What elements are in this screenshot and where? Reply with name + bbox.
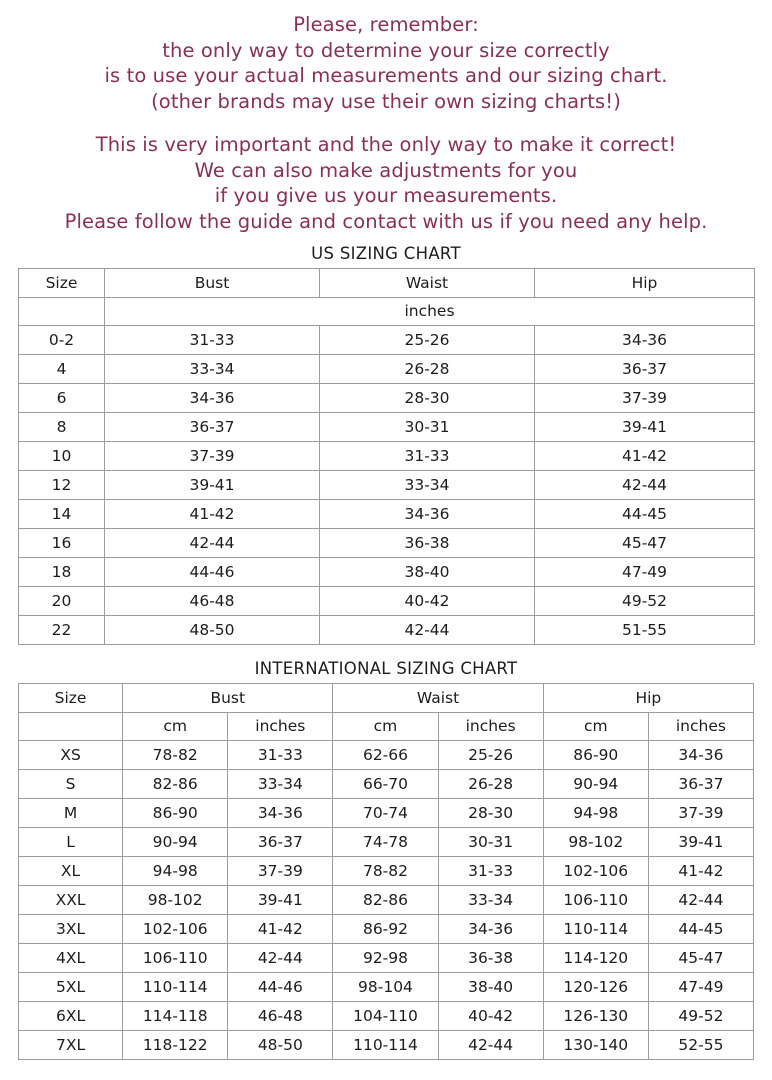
cell-hip-cm: 126-130 [543, 1002, 648, 1031]
column-header-size: Size [19, 684, 123, 713]
cell-bust-in: 39-41 [228, 886, 333, 915]
notice-block-2 [18, 132, 754, 234]
cell-waist-in: 36-38 [438, 944, 543, 973]
cell-bust: 33-34 [105, 355, 320, 384]
cell-waist-in: 28-30 [438, 799, 543, 828]
cell-waist-cm: 62-66 [333, 741, 438, 770]
table-header-row [19, 684, 754, 713]
table-row [19, 587, 755, 616]
cell-bust: 48-50 [105, 616, 320, 645]
cell-bust-in: 31-33 [228, 741, 333, 770]
cell-bust: 31-33 [105, 326, 320, 355]
cell-size: 5XL [19, 973, 123, 1002]
unit-cell-waist-in: inches [438, 713, 543, 741]
cell-size: 18 [19, 558, 105, 587]
cell-size: 8 [19, 413, 105, 442]
cell-hip-cm: 106-110 [543, 886, 648, 915]
cell-size: 14 [19, 500, 105, 529]
table-row [19, 1002, 754, 1031]
cell-bust-cm: 86-90 [123, 799, 228, 828]
cell-hip: 36-37 [535, 355, 755, 384]
cell-size: 16 [19, 529, 105, 558]
cell-waist-in: 34-36 [438, 915, 543, 944]
notice-line: is to use your actual measurements and our sizing chart. [104, 64, 668, 87]
notice-line: This is very important and the only way to make it correct! [95, 133, 677, 156]
cell-hip-in: 47-49 [648, 973, 753, 1002]
cell-bust-in: 37-39 [228, 857, 333, 886]
cell-waist-in: 42-44 [438, 1031, 543, 1060]
notice-line: (other brands may use their own sizing charts!) [151, 89, 621, 113]
unit-cell-waist-cm: cm [333, 713, 438, 741]
cell-size: 4XL [19, 944, 123, 973]
table-row [19, 944, 754, 973]
cell-size: 10 [19, 442, 105, 471]
table-row [19, 915, 754, 944]
cell-waist: 38-40 [320, 558, 535, 587]
unit-cell-size [19, 298, 105, 326]
table-row [19, 384, 755, 413]
table-row [19, 857, 754, 886]
table-row [19, 500, 755, 529]
cell-hip-cm: 90-94 [543, 770, 648, 799]
cell-hip: 37-39 [535, 384, 755, 413]
table-row [19, 770, 754, 799]
cell-bust-cm: 82-86 [123, 770, 228, 799]
cell-hip-cm: 98-102 [543, 828, 648, 857]
cell-hip: 47-49 [535, 558, 755, 587]
cell-waist: 25-26 [320, 326, 535, 355]
cell-bust-in: 36-37 [228, 828, 333, 857]
cell-waist-cm: 98-104 [333, 973, 438, 1002]
cell-bust: 39-41 [105, 471, 320, 500]
cell-hip-in: 36-37 [648, 770, 753, 799]
cell-size: XXL [19, 886, 123, 915]
cell-hip: 42-44 [535, 471, 755, 500]
cell-bust: 46-48 [105, 587, 320, 616]
cell-bust-cm: 90-94 [123, 828, 228, 857]
cell-size: 6 [19, 384, 105, 413]
cell-hip: 49-52 [535, 587, 755, 616]
cell-size: XS [19, 741, 123, 770]
cell-bust-in: 34-36 [228, 799, 333, 828]
cell-size: L [19, 828, 123, 857]
cell-waist-cm: 82-86 [333, 886, 438, 915]
table-row [19, 828, 754, 857]
column-header-size: Size [19, 269, 105, 298]
notice-line: Please follow the guide and contact with us if you need any help. [64, 209, 708, 233]
column-header-waist: Waist [320, 269, 535, 298]
cell-size: 3XL [19, 915, 123, 944]
cell-hip: 34-36 [535, 326, 755, 355]
table-header-row [19, 269, 755, 298]
cell-size: 20 [19, 587, 105, 616]
cell-hip-in: 45-47 [648, 944, 753, 973]
cell-waist-in: 26-28 [438, 770, 543, 799]
notice-line: Please, remember: [293, 13, 479, 36]
cell-bust-in: 33-34 [228, 770, 333, 799]
cell-hip: 44-45 [535, 500, 755, 529]
notice-block-1 [18, 12, 754, 114]
us-sizing-table [18, 268, 755, 645]
cell-hip-in: 34-36 [648, 741, 753, 770]
cell-waist-cm: 66-70 [333, 770, 438, 799]
cell-waist-in: 38-40 [438, 973, 543, 1002]
cell-waist-cm: 86-92 [333, 915, 438, 944]
cell-waist-in: 33-34 [438, 886, 543, 915]
cell-hip-in: 39-41 [648, 828, 753, 857]
cell-hip-in: 37-39 [648, 799, 753, 828]
cell-hip-cm: 130-140 [543, 1031, 648, 1060]
cell-waist: 28-30 [320, 384, 535, 413]
cell-waist-in: 40-42 [438, 1002, 543, 1031]
cell-bust-cm: 98-102 [123, 886, 228, 915]
cell-size: 7XL [19, 1031, 123, 1060]
table-row [19, 471, 755, 500]
column-header-bust: Bust [105, 269, 320, 298]
cell-waist: 30-31 [320, 413, 535, 442]
cell-waist: 40-42 [320, 587, 535, 616]
table-row [19, 558, 755, 587]
cell-bust-in: 46-48 [228, 1002, 333, 1031]
cell-bust: 37-39 [105, 442, 320, 471]
cell-waist-cm: 78-82 [333, 857, 438, 886]
column-header-waist: Waist [333, 684, 543, 713]
unit-row [19, 713, 754, 741]
cell-waist-cm: 74-78 [333, 828, 438, 857]
cell-hip-cm: 120-126 [543, 973, 648, 1002]
table-row [19, 355, 755, 384]
cell-waist: 34-36 [320, 500, 535, 529]
cell-hip-cm: 110-114 [543, 915, 648, 944]
table-row [19, 799, 754, 828]
cell-waist: 31-33 [320, 442, 535, 471]
cell-hip: 45-47 [535, 529, 755, 558]
table-row [19, 741, 754, 770]
cell-size: 0-2 [19, 326, 105, 355]
unit-cell-hip-cm: cm [543, 713, 648, 741]
cell-hip: 41-42 [535, 442, 755, 471]
cell-bust-cm: 106-110 [123, 944, 228, 973]
unit-cell-bust-cm: cm [123, 713, 228, 741]
table-row [19, 616, 755, 645]
cell-bust-in: 44-46 [228, 973, 333, 1002]
sizing-notice [18, 12, 754, 234]
table-row [19, 326, 755, 355]
column-header-hip: Hip [535, 269, 755, 298]
table-row [19, 529, 755, 558]
cell-waist-cm: 104-110 [333, 1002, 438, 1031]
cell-hip-cm: 94-98 [543, 799, 648, 828]
cell-waist: 26-28 [320, 355, 535, 384]
cell-size: 12 [19, 471, 105, 500]
table-row [19, 973, 754, 1002]
cell-bust: 34-36 [105, 384, 320, 413]
cell-hip-in: 49-52 [648, 1002, 753, 1031]
cell-bust: 36-37 [105, 413, 320, 442]
cell-bust: 42-44 [105, 529, 320, 558]
table-row [19, 1031, 754, 1060]
unit-cell-hip-in: inches [648, 713, 753, 741]
cell-size: S [19, 770, 123, 799]
cell-bust-cm: 78-82 [123, 741, 228, 770]
cell-hip-in: 42-44 [648, 886, 753, 915]
cell-bust: 44-46 [105, 558, 320, 587]
unit-cell-bust-in: inches [228, 713, 333, 741]
cell-hip-in: 41-42 [648, 857, 753, 886]
cell-hip-in: 52-55 [648, 1031, 753, 1060]
international-sizing-table [18, 683, 754, 1060]
cell-bust-in: 48-50 [228, 1031, 333, 1060]
cell-bust-cm: 118-122 [123, 1031, 228, 1060]
cell-hip: 39-41 [535, 413, 755, 442]
cell-bust-cm: 102-106 [123, 915, 228, 944]
cell-bust-cm: 110-114 [123, 973, 228, 1002]
cell-bust-cm: 94-98 [123, 857, 228, 886]
cell-size: 4 [19, 355, 105, 384]
us-chart-title: US SIZING CHART [311, 244, 461, 263]
cell-waist-in: 31-33 [438, 857, 543, 886]
cell-size: 22 [19, 616, 105, 645]
cell-size: M [19, 799, 123, 828]
cell-size: XL [19, 857, 123, 886]
cell-hip: 51-55 [535, 616, 755, 645]
cell-hip-cm: 102-106 [543, 857, 648, 886]
cell-bust-cm: 114-118 [123, 1002, 228, 1031]
cell-hip-cm: 86-90 [543, 741, 648, 770]
table-row [19, 413, 755, 442]
cell-hip-cm: 114-120 [543, 944, 648, 973]
column-header-hip: Hip [543, 684, 753, 713]
table-row [19, 442, 755, 471]
column-header-bust: Bust [123, 684, 333, 713]
notice-line: the only way to determine your size correctly [162, 38, 610, 62]
cell-waist-cm: 70-74 [333, 799, 438, 828]
cell-waist: 36-38 [320, 529, 535, 558]
unit-cell-size [19, 713, 123, 741]
unit-cell-inches: inches [105, 298, 755, 326]
cell-bust-in: 42-44 [228, 944, 333, 973]
cell-waist-cm: 92-98 [333, 944, 438, 973]
cell-bust: 41-42 [105, 500, 320, 529]
table-row [19, 886, 754, 915]
intl-chart-title: INTERNATIONAL SIZING CHART [254, 659, 518, 678]
cell-waist-cm: 110-114 [333, 1031, 438, 1060]
cell-waist: 42-44 [320, 616, 535, 645]
unit-row [19, 298, 755, 326]
notice-line: We can also make adjustments for you [194, 158, 578, 182]
cell-hip-in: 44-45 [648, 915, 753, 944]
cell-bust-in: 41-42 [228, 915, 333, 944]
cell-waist-in: 30-31 [438, 828, 543, 857]
notice-line: if you give us your measurements. [214, 184, 558, 207]
cell-waist: 33-34 [320, 471, 535, 500]
cell-size: 6XL [19, 1002, 123, 1031]
cell-waist-in: 25-26 [438, 741, 543, 770]
